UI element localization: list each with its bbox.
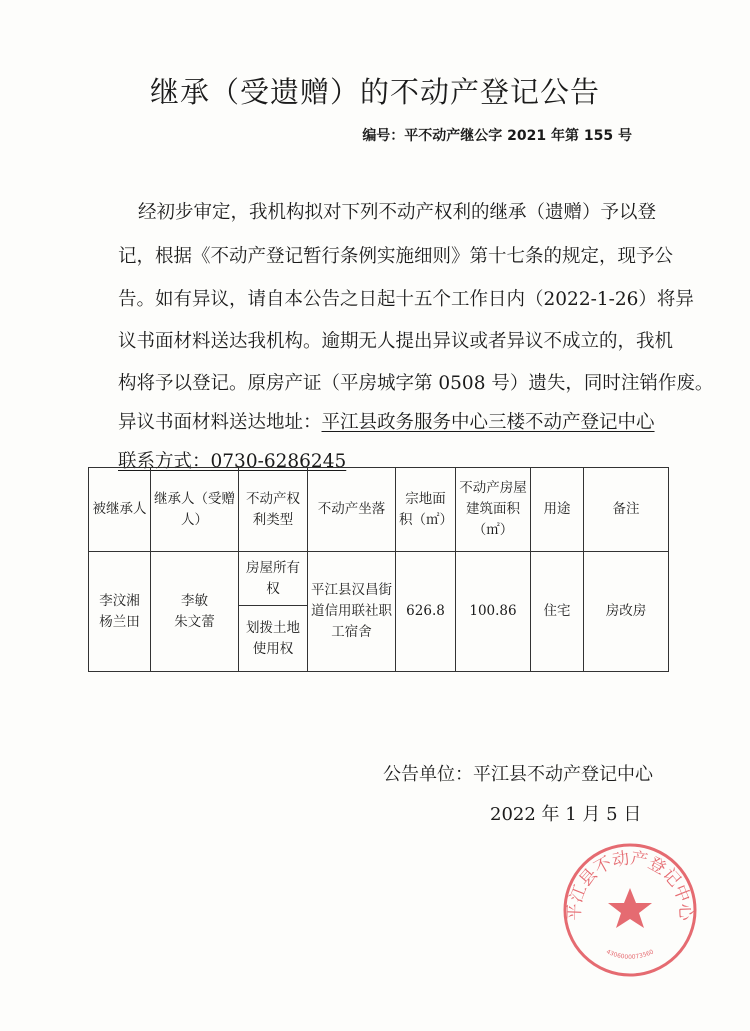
issuing-unit: 公告单位：平江县不动产登记中心 (383, 764, 653, 785)
header-decedent: 被继承人 (89, 468, 151, 552)
official-seal (560, 840, 700, 980)
header-usage: 用途 (531, 468, 584, 552)
table-header-row (89, 468, 669, 552)
header-heir: 继承人（受赠人） (151, 468, 239, 552)
issue-date: 2022 年 1 月 5 日 (490, 804, 642, 825)
body-line: 告。如有异议，请自本公告之日起十五个工作日内（2022-1-26）将异 (118, 289, 694, 310)
star-icon (608, 888, 652, 928)
header-location: 不动产坐落 (308, 468, 396, 552)
document-number: 编号：平不动产继公字 2021 年第 155 号 (362, 128, 632, 144)
header-land-area: 宗地面积（㎡） (396, 468, 456, 552)
address-value: 平江县政务服务中心三楼不动产登记中心 (321, 412, 655, 433)
address-label: 异议书面材料送达地址： (118, 412, 322, 433)
cell-location: 平江县汉昌街道信用联社职工宿舍 (308, 552, 396, 672)
seal-number: 4306000073560 (605, 948, 655, 961)
seal-text: 平江县不动产登记中心 (564, 848, 696, 921)
cell-decedent: 李汶湘 杨兰田 (89, 552, 151, 672)
cell-remark: 房改房 (584, 552, 669, 672)
page-title: 继承（受遗赠）的不动产登记公告 (149, 75, 600, 109)
body-line: 议书面材料送达我机构。逾期无人提出异议或者异议不成立的，我机 (118, 331, 674, 352)
body-line: 经初步审定，我机构拟对下列不动产权利的继承（遗赠）予以登 (138, 202, 657, 223)
cell-usage: 住宅 (531, 552, 584, 672)
cell-right-type-2: 划拨土地使用权 (239, 606, 308, 672)
cell-building-area: 100.86 (456, 552, 531, 672)
cell-land-area: 626.8 (396, 552, 456, 672)
table-row (89, 552, 669, 606)
body-line: 记，根据《不动产登记暂行条例实施细则》第十七条的规定，现予公 (118, 246, 674, 267)
contact-label: 联系方式： (118, 451, 211, 472)
objection-address (118, 408, 655, 434)
contact-value: 0730-6286245 (210, 451, 347, 472)
cell-right-type-1: 房屋所有权 (239, 552, 308, 606)
registration-table (88, 467, 669, 672)
header-right-type: 不动产权利类型 (239, 468, 308, 552)
header-building-area: 不动产房屋建筑面积（㎡） (456, 468, 531, 552)
cell-heir: 李敏 朱文蕾 (151, 552, 239, 672)
header-remark: 备注 (584, 468, 669, 552)
body-line: 构将予以登记。原房产证（平房城字第 0508 号）遗失，同时注销作废。 (118, 373, 714, 394)
